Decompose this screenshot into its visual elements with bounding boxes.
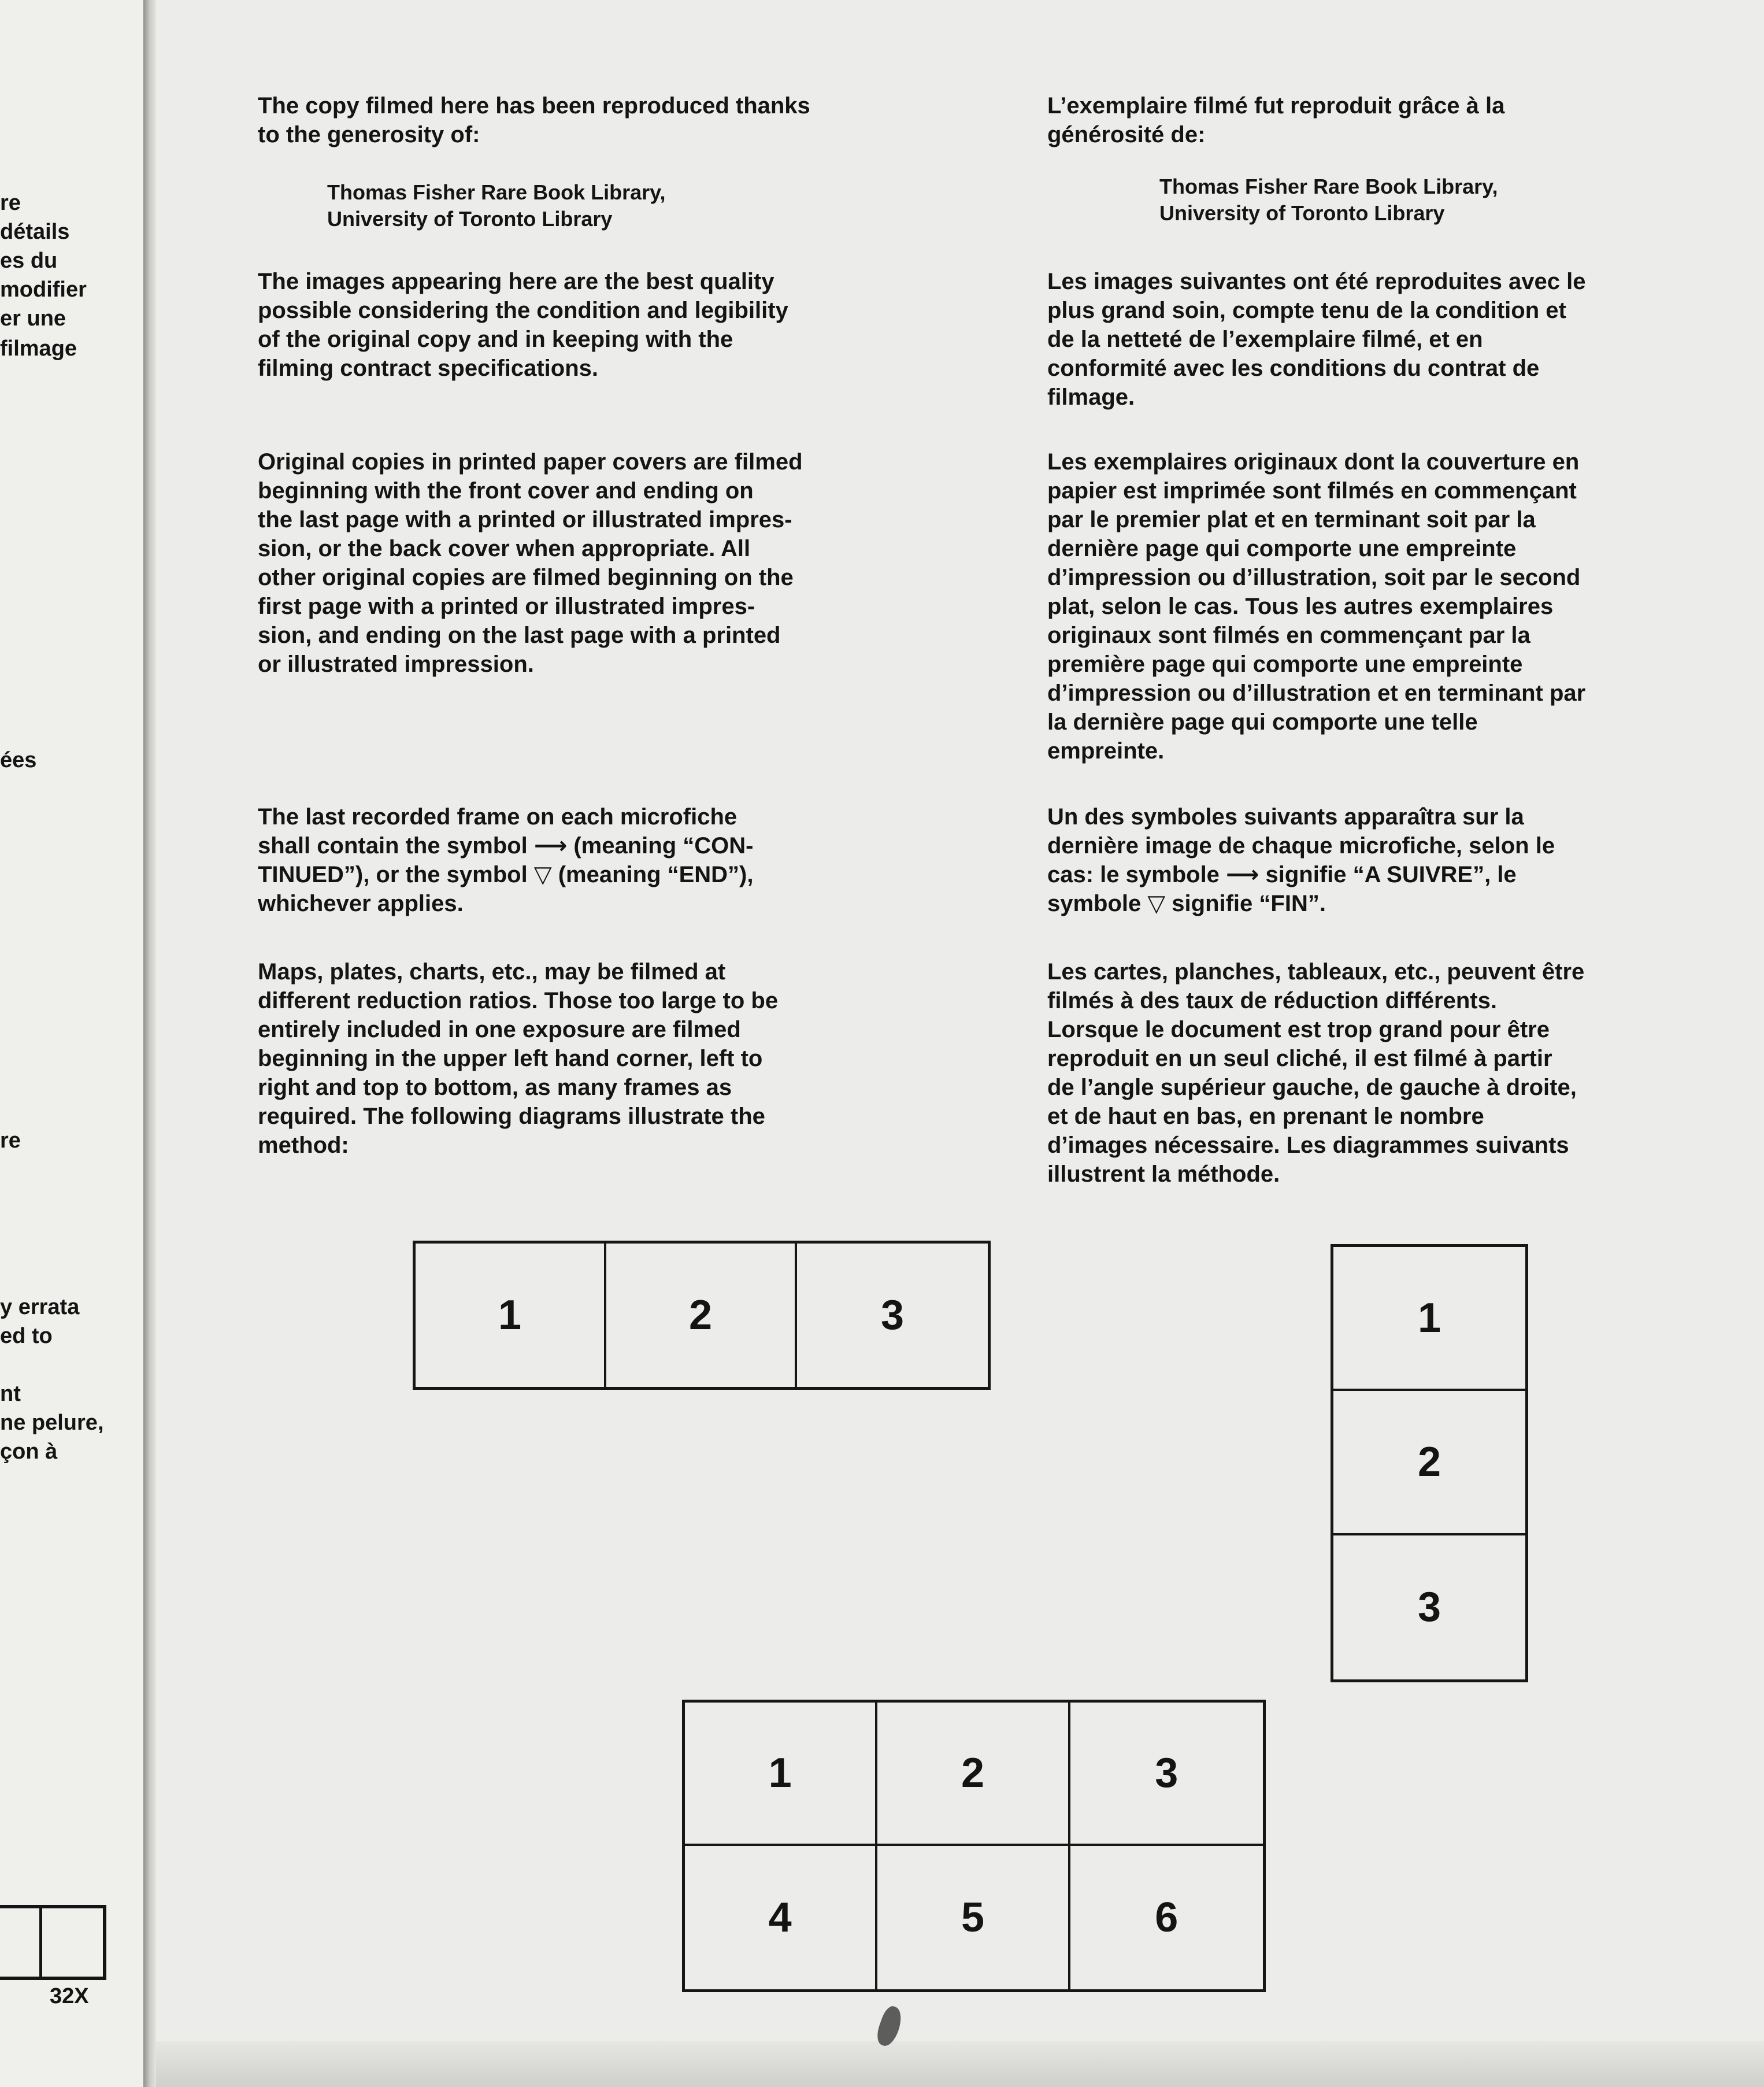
frame-cell: 4 [685, 1846, 877, 1989]
english-covers-paragraph: Original copies in printed paper covers are filmed beginning with the front cover and ending on the last page with a printed or illustrated impres- sion, or the back cover when appropriate. All other original copies are filmed beginning on the first page with a printed or illustrated impres- sion, and ending on the last page with a printed or illustrated impression. [258, 449, 803, 677]
left-fragment: filmage [0, 336, 77, 361]
french-symbols-paragraph: Un des symboles suivants apparaîtra sur la dernière image de chaque microfiche, selon le cas: le symbole ⟶ signifie “A SUIVRE”, le symbole ▽ signifie “FIN”. [1047, 804, 1555, 916]
previous-page-strip [0, 0, 156, 2087]
left-fragment: ed to [0, 1324, 53, 1348]
french-intro: L’exemplaire filmé fut reproduit grâce à la générosité de: [1047, 93, 1505, 147]
left-fragment: es du [0, 249, 58, 273]
frame-cell: 2 [606, 1244, 797, 1387]
frame-cell: 3 [880, 1292, 905, 1338]
diagram-grid-six [682, 1700, 1266, 1992]
frame-cell: 2 [1333, 1391, 1525, 1535]
left-fragment: re [0, 1128, 21, 1153]
reduction-ratio-box [0, 1905, 106, 1980]
box-divider [39, 1908, 42, 1977]
frame-cell: 3 [1417, 1584, 1441, 1631]
french-library: Thomas Fisher Rare Book Library, University of Toronto Library [1159, 175, 1498, 225]
english-maps-paragraph: Maps, plates, charts, etc., may be filmed at different reduction ratios. Those too large to be entirely included in one exposure are filmed beginning in the upper left hand corner, left to right and top to bottom, as many frames as required. The following diagrams illustrate the method: [258, 959, 779, 1158]
frame-cell: 1 [416, 1244, 606, 1387]
english-symbols-paragraph: The last recorded frame on each microfiche shall contain the symbol ⟶ (meaning “CON- TINUED”), or the symbol ▽ (meaning “END”), whichever applies. [258, 804, 754, 916]
left-fragment: ées [0, 748, 37, 772]
left-fragment: ne pelure, [0, 1411, 104, 1435]
frame-cell: 1 [1333, 1247, 1525, 1391]
left-fragment: modifier [0, 277, 87, 302]
french-covers-paragraph: Les exemplaires originaux dont la couverture en papier est imprimée sont filmés en commençant par le premier plat et en terminant soit par la dernière page qui comporte une empreinte d’impression ou d’illustration, soit par le second plat, selon le cas. Tous les autres exemplaires originaux sont filmés en commençant par la première page qui comporte une empreinte d’impression ou d’illustration et en terminant par la dernière page qui comporte une telle empreinte. [1047, 449, 1586, 764]
frame-cell: 3 [1070, 1703, 1263, 1846]
left-fragment: détails [0, 220, 70, 244]
left-fragment: re [0, 191, 21, 215]
english-library: Thomas Fisher Rare Book Library, University of Toronto Library [327, 180, 666, 231]
reduction-ratio-label: 32X [50, 1984, 89, 2008]
french-maps-paragraph: Les cartes, planches, tableaux, etc., peuvent être filmés à des taux de réduction différents. Lorsque le document est trop grand pour être reproduit en un seul cliché, il est filmé à partir de l’angle supérieur gauche, de gauche à droite, et de haut en bas, en prenant le nombre d’images nécessaire. Les diagrammes suivants illustrent la méthode. [1047, 959, 1585, 1187]
french-quality-paragraph: Les images suivantes ont été reproduites avec le plus grand soin, compte tenu de la condition et de la netteté de l’exemplaire filmé, et en conformité avec les conditions du contrat de filmage. [1047, 269, 1586, 410]
frame-cell: 5 [877, 1846, 1070, 1989]
left-fragment: y errata [0, 1295, 80, 1319]
diagram-column-three [1331, 1244, 1528, 1682]
left-fragment: çon à [0, 1440, 58, 1464]
page-bottom-shadow [156, 2041, 1764, 2087]
english-intro: The copy filmed here has been reproduced thanks to the generosity of: [258, 93, 810, 147]
frame-cell: 2 [877, 1703, 1070, 1846]
english-quality-paragraph: The images appearing here are the best quality possible considering the condition and legibility of the original copy and in keeping with the filming contract specifications. [258, 269, 788, 381]
left-fragment: nt [0, 1382, 21, 1406]
left-fragment: er une [0, 306, 66, 331]
frame-cell: 6 [1155, 1894, 1179, 1941]
diagram-row-three [413, 1241, 991, 1390]
frame-cell: 1 [685, 1703, 877, 1846]
page-gutter [143, 0, 156, 2087]
